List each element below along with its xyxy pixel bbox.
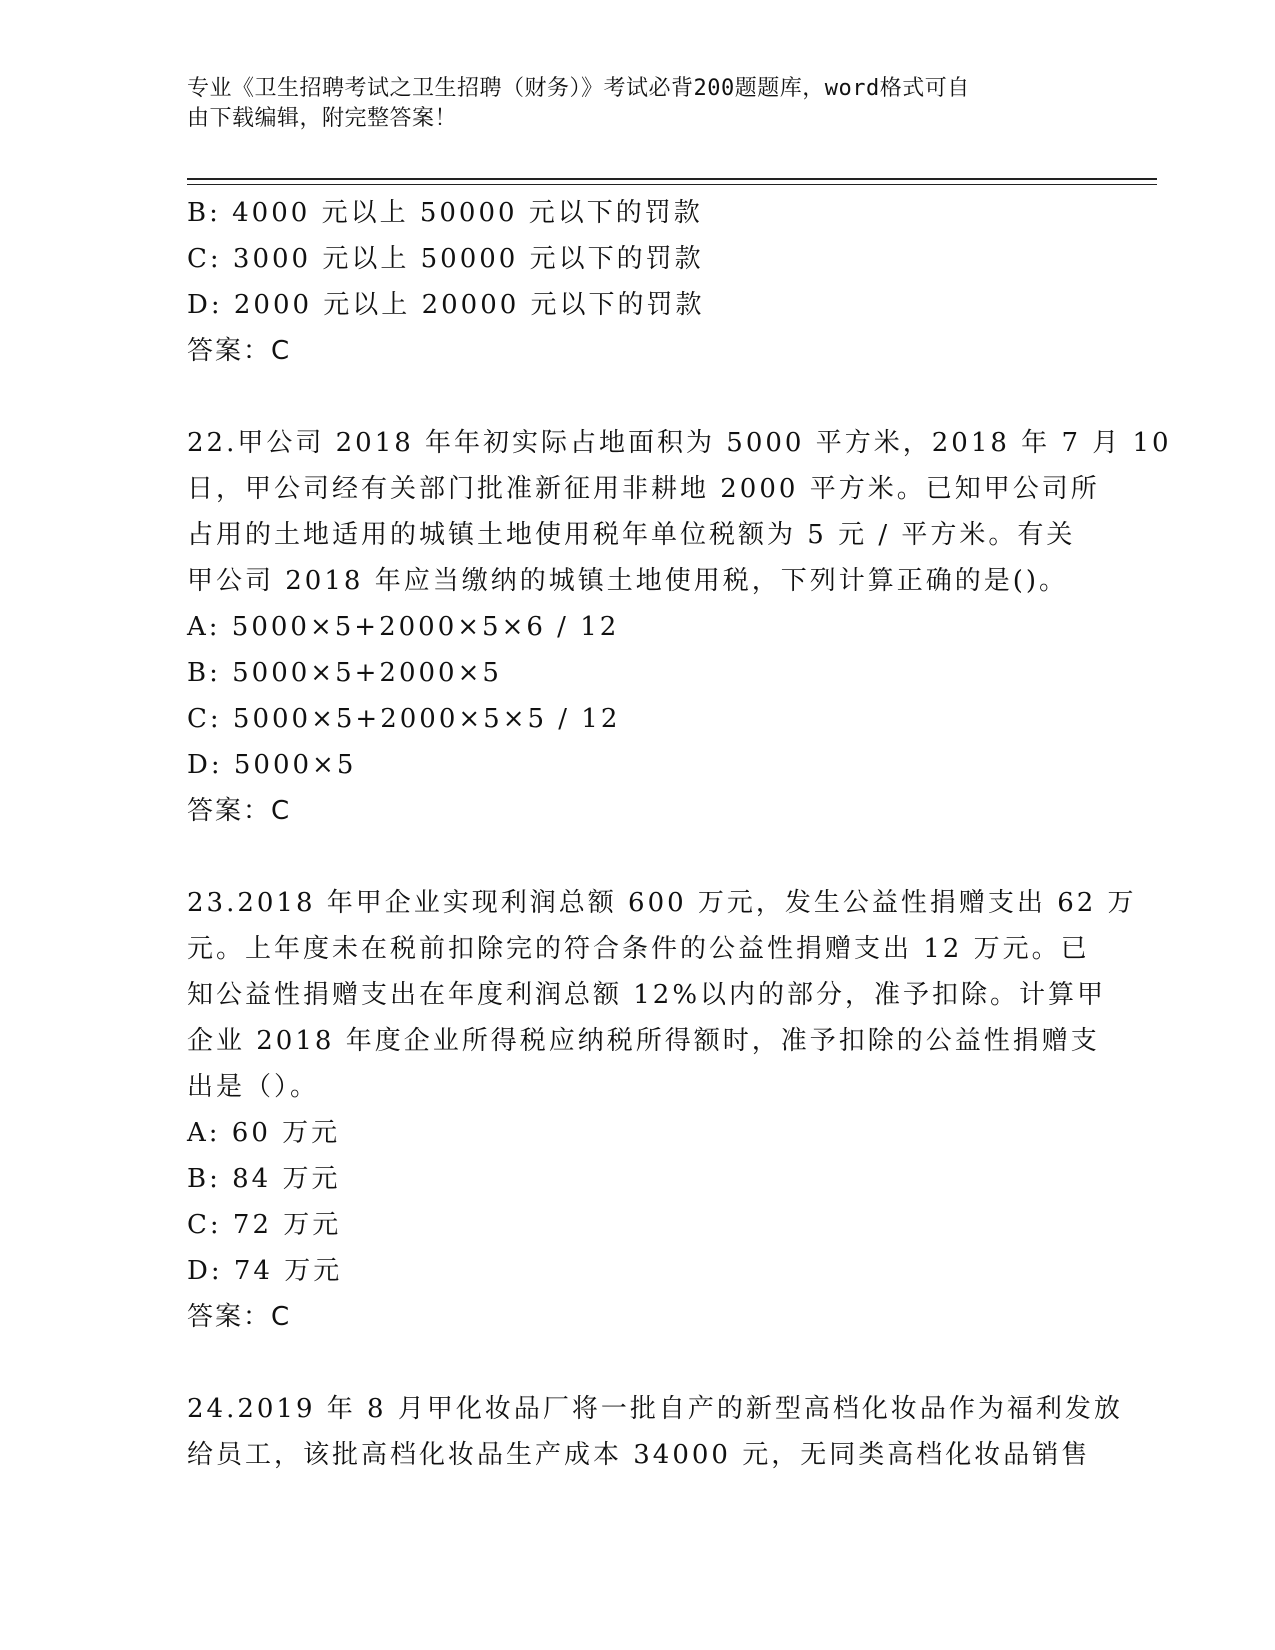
option-a: A: 5000×5+2000×5×6 / 12 (187, 612, 620, 642)
option-b: B: 84 万元 (187, 1164, 341, 1194)
question-22 (187, 420, 1172, 834)
header-divider-thick (187, 178, 1157, 180)
header-line-1: 专业《卫生招聘考试之卫生招聘（财务）》考试必背200题题库，word格式可自 (187, 76, 970, 101)
spacer (187, 834, 1087, 880)
question-stem-line: 知公益性捐赠支出在年度利润总额 12%以内的部分，准予扣除。计算甲 (187, 980, 1107, 1010)
answer: 答案：C (187, 796, 292, 826)
question-23 (187, 880, 1137, 1340)
option-d: D: 74 万元 (187, 1256, 343, 1286)
question-stem-line: 22.甲公司 2018 年年初实际占地面积为 5000 平方米，2018 年 7 月 10 (187, 428, 1172, 458)
question-stem-line: 23.2018 年甲企业实现利润总额 600 万元，发生公益性捐赠支出 62 万 (187, 888, 1137, 918)
option-a: A: 60 万元 (187, 1118, 341, 1148)
spacer (187, 1340, 1087, 1386)
question-stem-line: 甲公司 2018 年应当缴纳的城镇土地使用税，下列计算正确的是()。 (187, 566, 1068, 596)
header-divider-thin (187, 184, 1157, 185)
question-stem-line: 日，甲公司经有关部门批准新征用非耕地 2000 平方米。已知甲公司所 (187, 474, 1100, 504)
question-stem-line: 出是（）。 (187, 1072, 320, 1102)
question-24 (187, 1386, 1123, 1478)
option-c: C: 5000×5+2000×5×5 / 12 (187, 704, 621, 734)
document-body (187, 190, 1172, 1478)
document-header (187, 74, 1067, 134)
question-stem-line: 企业 2018 年度企业所得税应纳税所得额时，准予扣除的公益性捐赠支 (187, 1026, 1100, 1056)
option-c: C: 72 万元 (187, 1210, 342, 1240)
option-b: B: 4000 元以上 50000 元以下的罚款 (187, 198, 703, 228)
header-line-2: 由下载编辑，附完整答案！ (187, 106, 458, 131)
option-b: B: 5000×5+2000×5 (187, 658, 502, 688)
option-d: D: 5000×5 (187, 750, 357, 780)
question-stem-line: 给员工，该批高档化妆品生产成本 34000 元，无同类高档化妆品销售 (187, 1440, 1091, 1470)
question-21-continued (187, 190, 1087, 374)
option-d: D: 2000 元以上 20000 元以下的罚款 (187, 290, 705, 320)
option-c: C: 3000 元以上 50000 元以下的罚款 (187, 244, 704, 274)
answer: 答案：C (187, 1302, 292, 1332)
question-stem-line: 24.2019 年 8 月甲化妆品厂将一批自产的新型高档化妆品作为福利发放 (187, 1394, 1123, 1424)
answer: 答案：C (187, 336, 292, 366)
question-stem-line: 元。上年度未在税前扣除完的符合条件的公益性捐赠支出 12 万元。已 (187, 934, 1090, 964)
question-stem-line: 占用的土地适用的城镇土地使用税年单位税额为 5 元 / 平方米。有关 (187, 520, 1076, 550)
spacer (187, 374, 1087, 420)
